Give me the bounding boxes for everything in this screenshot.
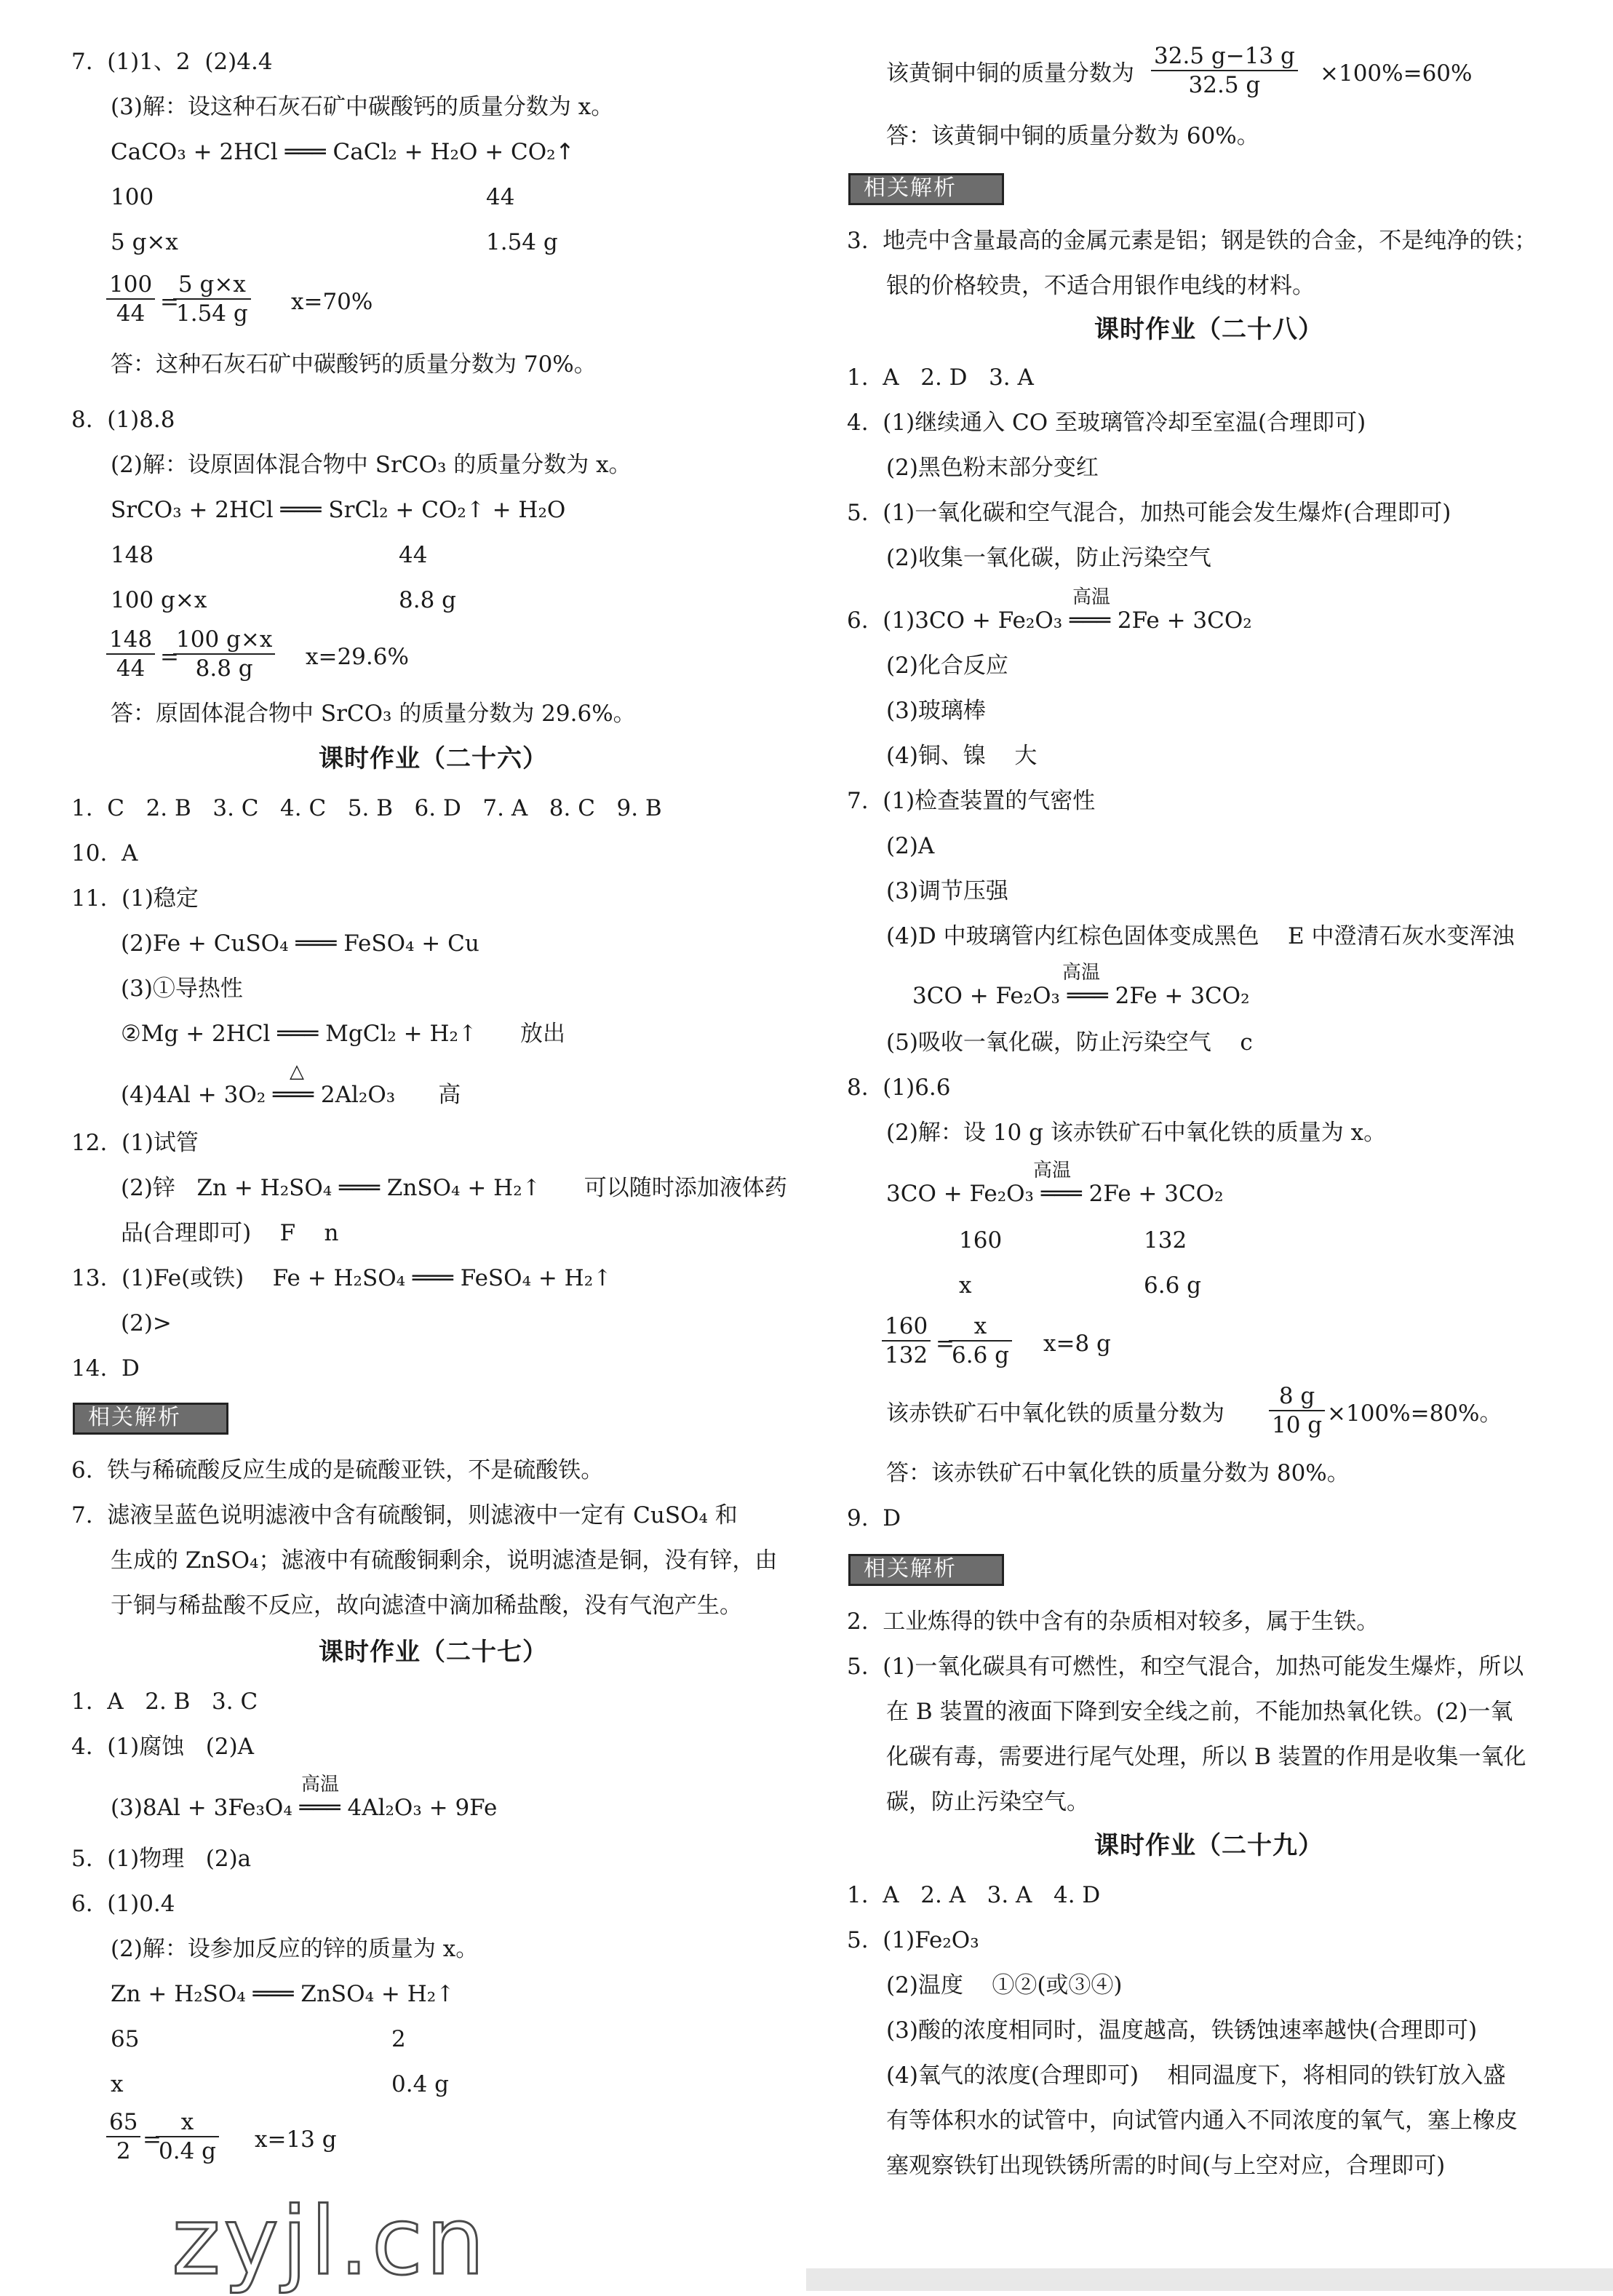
s28-q7-4-condition: 高温 <box>1062 962 1101 984</box>
s28-choices: 1. A 2. D 3. A <box>847 364 1034 391</box>
q7-given-b: 1.54 g <box>486 229 558 255</box>
q8-equals: = <box>160 644 179 670</box>
s27-q6-equation: Zn + H₂SO₄ ═══ ZnSO₄ + H₂↑ <box>111 1981 455 2007</box>
s26-q11: 11. (1)稳定 <box>71 885 199 912</box>
s28-q7-4: (4)D 中玻璃管内红棕色固体变成黑色 E 中澄清石灰水变浑浊 <box>886 923 1515 949</box>
s27-q6-equals: = <box>143 2126 162 2153</box>
hematite-prefix: 该赤铁矿石中氧化铁的质量分数为 <box>886 1400 1224 1427</box>
s29-q5-4-line2: 有等体积水的试管中，向试管内通入不同浓度的氧气，塞上橡皮 <box>886 2108 1518 2134</box>
s28-q7-3: (3)调节压强 <box>886 878 1008 904</box>
s29-q5-4-line1: (4)氧气的浓度(合理即可) 相同温度下，将相同的铁钉放入盛 <box>886 2062 1506 2089</box>
q7-mass-a: 100 <box>111 184 154 210</box>
q7-equals: = <box>160 289 179 315</box>
s27-choices: 1. A 2. B 3. C <box>71 1689 258 1715</box>
s28-q8-fraction-2: $\frac{x}{6.6 g}$ <box>949 1315 1012 1367</box>
q8-mass-a: 148 <box>111 542 154 568</box>
analysis-tag-28: 相关解析 <box>848 1554 1004 1586</box>
s27-q6-given-a: x <box>111 2071 124 2097</box>
s28-q8-fraction-1: $\frac{160}{132}$ <box>882 1315 931 1367</box>
s26-q10: 10. A <box>71 840 138 866</box>
left-column <box>0 0 787 2296</box>
e28-q5-line4: 碳，防止污染空气。 <box>886 1789 1089 1815</box>
s29-q5-4-line3: 塞观察铁钉出现铁锈所需的时间(与上空对应，合理即可) <box>886 2153 1446 2179</box>
q8-head: 8. (1)8.8 <box>71 407 175 433</box>
s27-q4-3: (3)8Al + 3Fe₃O₄ ═══ 4Al₂O₃ + 9Fe <box>111 1795 498 1821</box>
s27-q5: 5. (1)物理 (2)a <box>71 1846 252 1872</box>
q8-part2: (2)解：设原固体混合物中 SrCO₃ 的质量分数为 x。 <box>111 452 632 478</box>
s26-q11-3b: ②Mg + 2HCl ═══ MgCl₂ + H₂↑ 放出 <box>121 1021 566 1047</box>
e26-q7-line3: 于铜与稀盐酸不反应，故向滤渣中滴加稀盐酸，没有气泡产生。 <box>111 1593 742 1619</box>
s28-q6-4: (4)铜、镍 大 <box>886 743 1038 769</box>
s28-q6: 6. (1)3CO + Fe₂O₃ ═══ 2Fe + 3CO₂ <box>847 607 1252 634</box>
s28-q8-mass-a: 160 <box>959 1227 1003 1253</box>
s28-q7-2: (2)A <box>886 833 935 859</box>
section-26-title: 课时作业（二十六） <box>319 744 548 773</box>
s27-q6-mass-a: 65 <box>111 2026 140 2052</box>
s28-q7-4-equation: 3CO + Fe₂O₃ ═══ 2Fe + 3CO₂ <box>912 983 1250 1009</box>
q7-result: x=70% <box>291 289 373 315</box>
q7-fraction-2: $\frac{5 g\times x}{1.54 g}$ <box>173 274 251 325</box>
section-28-title: 课时作业（二十八） <box>1094 315 1323 344</box>
e28-q5-line1: 5. (1)一氧化碳具有可燃性，和空气混合，加热可能发生爆炸，所以 <box>847 1654 1524 1680</box>
s27-q6-fraction-2: $\frac{x}{0.4 g}$ <box>156 2111 219 2163</box>
q8-fraction-1: $\frac{148}{44}$ <box>106 629 155 680</box>
q8-given-b: 8.8 g <box>399 587 456 613</box>
s28-q8-2: (2)解：设 10 g 该赤铁矿石中氧化铁的质量为 x。 <box>886 1120 1387 1146</box>
s28-q6-condition: 高温 <box>1072 586 1111 608</box>
q7-mass-b: 44 <box>486 184 515 210</box>
s28-q7: 7. (1)检查装置的气密性 <box>847 788 1096 814</box>
s28-q8-mass-b: 132 <box>1144 1227 1187 1253</box>
analysis-tag-27: 相关解析 <box>848 173 1004 205</box>
q7-part3: (3)解：设这种石灰石矿中碳酸钙的质量分数为 x。 <box>111 94 614 120</box>
s26-q11-3: (3)①导热性 <box>121 976 243 1002</box>
s27-q4-3-condition: 高温 <box>301 1774 340 1795</box>
s28-q8: 8. (1)6.6 <box>847 1075 951 1101</box>
brass-copper-answer: 答：该黄铜中铜的质量分数为 60%。 <box>886 123 1259 149</box>
q7-given-a: 5 g×x <box>111 229 178 255</box>
s26-q11-4-condition: △ <box>290 1061 304 1083</box>
e26-q7-line1: 7. 滤液呈蓝色说明滤液中含有硫酸铜，则滤液中一定有 CuSO₄ 和 <box>71 1502 738 1528</box>
s28-q7-5: (5)吸收一氧化碳，防止污染空气 c <box>886 1029 1253 1056</box>
q7-head: 7. (1)1、2 (2)4.4 <box>71 49 273 75</box>
section-27-title: 课时作业（二十七） <box>319 1638 548 1667</box>
e28-q5-line3: 化碳有毒，需要进行尾气处理，所以 B 装置的作用是收集一氧化 <box>886 1744 1526 1770</box>
s27-q6-2: (2)解：设参加反应的锌的质量为 x。 <box>111 1936 479 1962</box>
s29-q5-2: (2)温度 ①②(或③④) <box>886 1972 1123 1998</box>
s28-q6-2: (2)化合反应 <box>886 653 1008 679</box>
s28-q8-equation: 3CO + Fe₂O₃ ═══ 2Fe + 3CO₂ <box>886 1181 1224 1207</box>
s26-q11-2: (2)Fe + CuSO₄ ═══ FeSO₄ + Cu <box>121 930 479 957</box>
s28-q4: 4. (1)继续通入 CO 至玻璃管冷却至室温(合理即可) <box>847 410 1366 436</box>
s26-choices: 1. C 2. B 3. C 4. C 5. B 6. D 7. A 8. C 9. B <box>71 795 662 821</box>
s28-q8-condition: 高温 <box>1033 1160 1072 1181</box>
q7-fraction-1: $\frac{100}{44}$ <box>106 274 155 325</box>
s27-q6-mass-b: 2 <box>391 2026 406 2052</box>
s26-q13: 13. (1)Fe(或铁) Fe + H₂SO₄ ═══ FeSO₄ + H₂↑ <box>71 1265 613 1291</box>
brass-copper-suffix: ×100%=60% <box>1320 60 1473 87</box>
brass-copper-fraction: $\frac{32.5 g-13 g}{32.5 g}$ <box>1151 45 1298 97</box>
s28-q8-given-b: 6.6 g <box>1144 1272 1201 1299</box>
s27-q6-given-b: 0.4 g <box>391 2071 449 2097</box>
s29-q5: 5. (1)Fe₂O₃ <box>847 1927 979 1953</box>
e26-q6: 6. 铁与稀硫酸反应生成的是硫酸亚铁，不是硫酸铁。 <box>71 1457 604 1483</box>
e28-q5-line2: 在 B 装置的液面下降到安全线之前，不能加热氧化铁。(2)一氧 <box>886 1699 1513 1725</box>
q7-equation: CaCO₃ + 2HCl ═══ CaCl₂ + H₂O + CO₂↑ <box>111 139 575 165</box>
q7-answer: 答：这种石灰石矿中碳酸钙的质量分数为 70%。 <box>111 351 597 378</box>
e27-q3-line2: 银的价格较贵，不适合用银作电线的材料。 <box>886 273 1315 299</box>
hematite-answer: 答：该赤铁矿石中氧化铁的质量分数为 80%。 <box>886 1460 1350 1486</box>
e27-q3-line1: 3. 地壳中含量最高的金属元素是铝；钢是铁的合金，不是纯净的铁； <box>847 228 1537 254</box>
s29-q5-3: (3)酸的浓度相同时，温度越高，铁锈蚀速率越快(合理即可) <box>886 2017 1478 2044</box>
s28-q4-2: (2)黑色粉末部分变红 <box>886 455 1099 481</box>
q8-answer: 答：原固体混合物中 SrCO₃ 的质量分数为 29.6%。 <box>111 701 636 727</box>
s28-q5: 5. (1)一氧化碳和空气混合，加热可能会发生爆炸(合理即可) <box>847 500 1451 526</box>
s28-q8-result: x=8 g <box>1043 1331 1111 1357</box>
page-fold-shadow <box>806 2268 1613 2291</box>
analysis-tag-26: 相关解析 <box>73 1403 228 1435</box>
s28-q5-2: (2)收集一氧化碳，防止污染空气 <box>886 545 1211 571</box>
s26-q13-2: (2)> <box>121 1310 172 1336</box>
q8-mass-b: 44 <box>399 542 428 568</box>
e26-q7-line2: 生成的 ZnSO₄；滤液中有硫酸铜剩余，说明滤渣是铜，没有锌，由 <box>111 1547 778 1574</box>
s27-q4: 4. (1)腐蚀 (2)A <box>71 1734 255 1760</box>
q8-equation: SrCO₃ + 2HCl ═══ SrCl₂ + CO₂↑ + H₂O <box>111 497 566 523</box>
e28-q2: 2. 工业炼得的铁中含有的杂质相对较多，属于生铁。 <box>847 1609 1379 1635</box>
s28-q9: 9. D <box>847 1505 901 1531</box>
s26-q14: 14. D <box>71 1355 140 1382</box>
s27-q6: 6. (1)0.4 <box>71 1891 175 1917</box>
brass-copper-prefix: 该黄铜中铜的质量分数为 <box>886 60 1134 87</box>
s26-q12-2b: 品(合理即可) F n <box>121 1220 339 1246</box>
section-29-title: 课时作业（二十九） <box>1094 1831 1323 1860</box>
s28-q8-given-a: x <box>959 1272 972 1299</box>
s27-q6-result: x=13 g <box>255 2126 337 2153</box>
right-column <box>806 0 1577 2291</box>
s28-q8-equals: = <box>936 1331 955 1357</box>
hematite-fraction: $\frac{8 g}{10 g}$ <box>1269 1385 1325 1437</box>
s26-q11-4: (4)4Al + 3O₂ ═══ 2Al₂O₃ 高 <box>121 1082 461 1108</box>
s26-q12: 12. (1)试管 <box>71 1130 199 1156</box>
s29-choices: 1. A 2. A 3. A 4. D <box>847 1882 1101 1908</box>
s27-q6-fraction-1: $\frac{65}{2}$ <box>106 2111 140 2163</box>
q8-given-a: 100 g×x <box>111 587 207 613</box>
s26-q12-2: (2)锌 Zn + H₂SO₄ ═══ ZnSO₄ + H₂↑ 可以随时添加液体药 <box>121 1175 787 1201</box>
watermark-logo: zyjl.cn <box>172 2188 488 2296</box>
q8-result: x=29.6% <box>306 644 409 670</box>
q8-fraction-2: $\frac{100 g\times x}{8.8 g}$ <box>173 629 275 680</box>
hematite-suffix: ×100%=80%。 <box>1327 1400 1502 1427</box>
s28-q6-3: (3)玻璃棒 <box>886 698 986 724</box>
